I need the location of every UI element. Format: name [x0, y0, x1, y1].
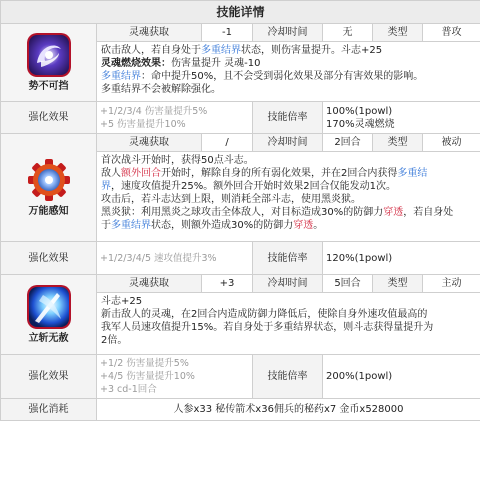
- description-text: 2倍。: [101, 335, 128, 346]
- blue-slash-icon: [27, 285, 71, 329]
- swirl-strike-icon: [27, 33, 71, 77]
- gear-shield-icon: [27, 158, 71, 202]
- skill-description: [97, 42, 480, 102]
- description-text: 砍击敌人，若自身处于: [101, 45, 201, 56]
- soul-gain-label: 灵魂获取: [97, 275, 202, 293]
- enhance-cost-label: 强化消耗: [1, 399, 97, 421]
- list-line: +1/2 伤害量提升5%: [100, 358, 189, 369]
- description-line: [101, 154, 476, 167]
- skill-cell-1[interactable]: [1, 24, 97, 102]
- list-line: +3 cd-1回合: [100, 384, 157, 395]
- soul-gain-label: 灵魂获取: [97, 134, 202, 152]
- cooldown-label: 冷却时间: [253, 134, 323, 152]
- list-line: +1/2/3/4 伤害量提升5%: [100, 105, 208, 117]
- description-line: [101, 70, 476, 83]
- description-text: 界: [101, 181, 111, 192]
- cooldown-value: 2回合: [323, 134, 373, 152]
- skill-cell-2[interactable]: [1, 134, 97, 242]
- description-text: 穿透: [383, 207, 404, 218]
- enhance-effect-list: [97, 102, 253, 134]
- description-text: 状态，则伤害量提升。斗志+25: [241, 45, 383, 56]
- description-text: 我军人员速攻值提升15%。若自身处于多重结界状态，则斗志获得量提升为: [101, 322, 434, 333]
- enhance-effect-label: 强化效果: [1, 102, 97, 134]
- soul-gain-label: 灵魂获取: [97, 24, 202, 42]
- multiplier-list: [323, 355, 480, 399]
- description-text: ，若自身处: [403, 207, 454, 218]
- description-text: ：命中提升50%，且不会受到弱化效果及部分有害效果的影响。: [141, 71, 424, 82]
- description-text: 黑炎狱：利用黑炎之球攻击全体敌人，对目标造成30%的防御力: [101, 207, 384, 218]
- list-line: 100%(1powl): [326, 105, 393, 117]
- description-text: 斗志+25: [101, 296, 143, 307]
- description-line: [101, 295, 476, 308]
- description-line: [101, 321, 476, 334]
- description-text: 穿透: [293, 220, 314, 231]
- description-text: 开始时，解除自身的所有弱化效果，并在2回合内获得: [161, 168, 398, 179]
- list-line: +4/5 伤害量提升10%: [100, 371, 195, 382]
- list-line: 200%(1powl): [326, 371, 393, 382]
- type-label: 类型: [373, 24, 423, 42]
- description-text: 敌人: [101, 168, 121, 179]
- description-text: 多重结界: [101, 71, 141, 82]
- description-text: 。: [313, 220, 324, 231]
- description-text: 于: [101, 220, 111, 231]
- soul-gain-value: /: [202, 134, 253, 152]
- type-value: 主动: [423, 275, 480, 293]
- soul-gain-value: +3: [202, 275, 253, 293]
- skill-name: 势不可挡: [28, 80, 69, 92]
- skill-description: [97, 293, 480, 355]
- enhance-cost-value: 人参x33 秘传箭术x36佣兵的秘药x7 金币x528000: [97, 399, 480, 421]
- multiplier-label: 技能倍率: [253, 242, 323, 275]
- enhance-effect-label: 强化效果: [1, 355, 97, 399]
- description-text: 灵魂燃烧效果：: [101, 58, 171, 69]
- description-line: [101, 167, 476, 180]
- multiplier-list: [323, 102, 480, 134]
- description-line: [101, 180, 476, 193]
- description-text: 状态，则额外造成30%的防御力: [151, 220, 294, 231]
- list-line: 120%(1powl): [326, 252, 393, 264]
- description-text: 首次战斗开始时，获得50点斗志。: [101, 155, 254, 166]
- enhance-effect-label: 强化效果: [1, 242, 97, 275]
- type-value: 被动: [423, 134, 480, 152]
- multiplier-label: 技能倍率: [253, 355, 323, 399]
- description-line: [101, 57, 476, 70]
- description-line: [101, 193, 476, 206]
- description-text: 新击敌人的灵魂，在2回合内造成防御力降低后，使除自身外速攻值最高的: [101, 309, 428, 320]
- description-line: [101, 308, 476, 321]
- type-label: 类型: [373, 275, 423, 293]
- description-text: 多重结界: [111, 220, 151, 231]
- description-line: [101, 334, 476, 347]
- description-text: 额外回合: [121, 168, 161, 179]
- description-line: [101, 83, 476, 96]
- type-label: 类型: [373, 134, 423, 152]
- skill-name: 立斩无赦: [28, 332, 69, 344]
- enhance-effect-list: [97, 355, 253, 399]
- description-text: 多重结: [397, 168, 428, 179]
- description-text: 伤害量提升 灵魂-10: [171, 58, 261, 69]
- cooldown-label: 冷却时间: [253, 275, 323, 293]
- page-title: 技能详情: [1, 1, 480, 24]
- multiplier-label: 技能倍率: [253, 102, 323, 134]
- list-line: +5 伤害量提升10%: [100, 118, 186, 130]
- description-line: [101, 219, 476, 232]
- soul-gain-value: -1: [202, 24, 253, 42]
- multiplier-list: [323, 242, 480, 275]
- description-line: [101, 44, 476, 57]
- description-line: [101, 206, 476, 219]
- skill-name: 万能感知: [28, 205, 69, 217]
- skill-cell-3[interactable]: [1, 275, 97, 355]
- cooldown-value: 5回合: [323, 275, 373, 293]
- type-value: 普攻: [423, 24, 480, 42]
- cooldown-value: 无: [323, 24, 373, 42]
- description-text: 攻击后，若斗志达到上限，则消耗全部斗志，使用黑炎狱。: [101, 194, 361, 205]
- skill-description: [97, 152, 480, 242]
- list-line: 170%灵魂燃烧: [326, 118, 395, 130]
- cooldown-label: 冷却时间: [253, 24, 323, 42]
- list-line: +1/2/3/4/5 速攻值提升3%: [100, 252, 217, 264]
- enhance-effect-list: [97, 242, 253, 275]
- description-text: ，速度攻值提升25%。额外回合开始时效果2回合仅能发动1次。: [111, 181, 396, 192]
- description-text: 多重结界不会被解除强化。: [101, 84, 221, 95]
- description-text: 多重结界: [201, 45, 241, 56]
